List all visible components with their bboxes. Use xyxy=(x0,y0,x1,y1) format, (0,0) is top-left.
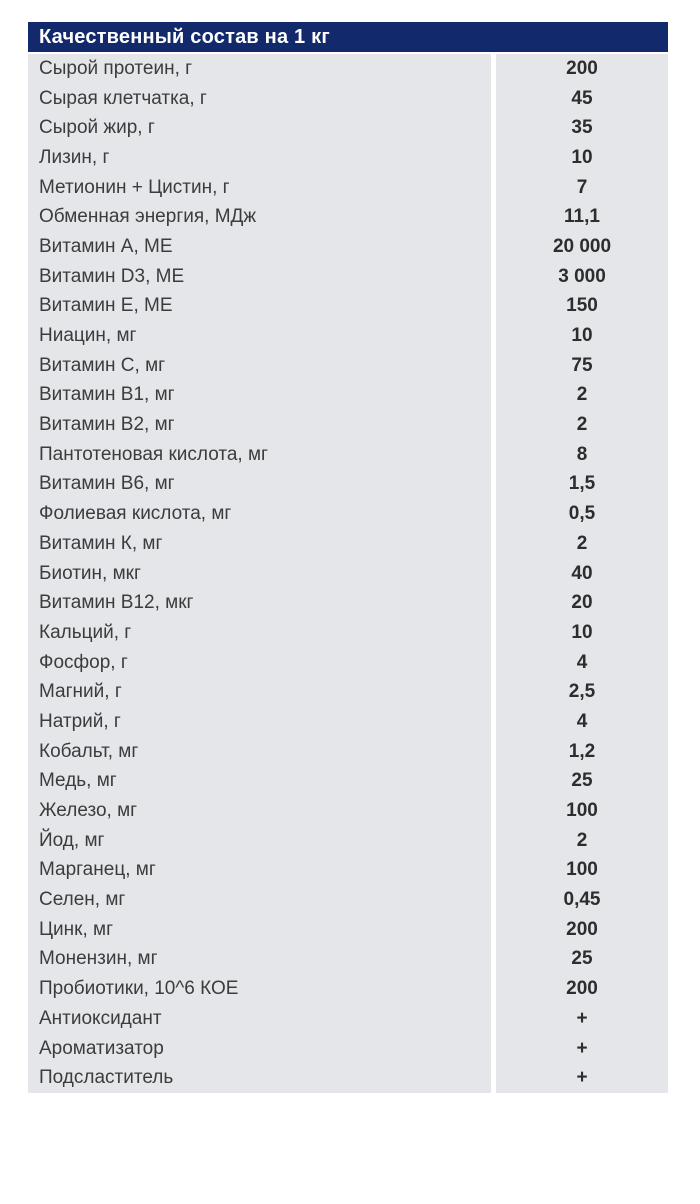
row-value: 200 xyxy=(496,974,668,1004)
row-label: Витамин В2, мг xyxy=(28,410,491,440)
table-row xyxy=(28,915,668,945)
table-row xyxy=(28,143,668,173)
table-row xyxy=(28,826,668,856)
row-value: 100 xyxy=(496,856,668,886)
table-row xyxy=(28,292,668,322)
row-value: 10 xyxy=(496,143,668,173)
table-row xyxy=(28,321,668,351)
table-row xyxy=(28,1004,668,1034)
table-row xyxy=(28,588,668,618)
row-value: 40 xyxy=(496,559,668,589)
row-value: + xyxy=(496,1034,668,1064)
row-label: Натрий, г xyxy=(28,707,491,737)
row-value: 4 xyxy=(496,707,668,737)
row-label: Пантотеновая кислота, мг xyxy=(28,440,491,470)
row-label: Витамин Е, МЕ xyxy=(28,292,491,322)
row-label: Сырой протеин, г xyxy=(28,54,491,84)
row-label: Марганец, мг xyxy=(28,856,491,886)
row-label: Обменная энергия, МДж xyxy=(28,202,491,232)
table-row xyxy=(28,84,668,114)
row-label: Фосфор, г xyxy=(28,648,491,678)
row-value: 1,5 xyxy=(496,470,668,500)
row-label: Антиоксидант xyxy=(28,1004,491,1034)
row-label: Витамин С, мг xyxy=(28,351,491,381)
row-value: + xyxy=(496,1063,668,1093)
row-value: 0,45 xyxy=(496,885,668,915)
row-value: 100 xyxy=(496,796,668,826)
row-value: 11,1 xyxy=(496,202,668,232)
row-value: 2,5 xyxy=(496,677,668,707)
table-row xyxy=(28,677,668,707)
table-row xyxy=(28,262,668,292)
row-label: Ниацин, мг xyxy=(28,321,491,351)
table-row xyxy=(28,885,668,915)
row-label: Метионин + Цистин, г xyxy=(28,173,491,203)
row-label: Фолиевая кислота, мг xyxy=(28,499,491,529)
table-header xyxy=(28,22,668,52)
row-label: Магний, г xyxy=(28,677,491,707)
table-row xyxy=(28,707,668,737)
row-value: 20 xyxy=(496,588,668,618)
row-label: Витамин А, МЕ xyxy=(28,232,491,262)
row-label: Витамин D3, МЕ xyxy=(28,262,491,292)
row-value: + xyxy=(496,1004,668,1034)
row-value: 4 xyxy=(496,648,668,678)
table-row xyxy=(28,351,668,381)
table-row xyxy=(28,559,668,589)
row-label: Биотин, мкг xyxy=(28,559,491,589)
table-row xyxy=(28,737,668,767)
row-value: 3 000 xyxy=(496,262,668,292)
row-label: Сырой жир, г xyxy=(28,113,491,143)
row-label: Селен, мг xyxy=(28,885,491,915)
table-row xyxy=(28,54,668,84)
row-label: Кобальт, мг xyxy=(28,737,491,767)
row-value: 200 xyxy=(496,54,668,84)
row-label: Йод, мг xyxy=(28,826,491,856)
row-value: 7 xyxy=(496,173,668,203)
row-label: Железо, мг xyxy=(28,796,491,826)
row-value: 8 xyxy=(496,440,668,470)
table-row xyxy=(28,856,668,886)
table-body xyxy=(28,54,668,1093)
composition-table xyxy=(28,22,668,1093)
row-label: Кальций, г xyxy=(28,618,491,648)
table-row xyxy=(28,381,668,411)
row-value: 75 xyxy=(496,351,668,381)
row-value: 20 000 xyxy=(496,232,668,262)
row-value: 2 xyxy=(496,381,668,411)
row-value: 200 xyxy=(496,915,668,945)
row-label: Лизин, г xyxy=(28,143,491,173)
row-label: Витамин В1, мг xyxy=(28,381,491,411)
row-value: 1,2 xyxy=(496,737,668,767)
row-value: 35 xyxy=(496,113,668,143)
row-value: 2 xyxy=(496,529,668,559)
row-value: 150 xyxy=(496,292,668,322)
table-row xyxy=(28,173,668,203)
row-label: Сырая клетчатка, г xyxy=(28,84,491,114)
row-value: 2 xyxy=(496,826,668,856)
table-row xyxy=(28,529,668,559)
table-row xyxy=(28,202,668,232)
row-label: Витамин В6, мг xyxy=(28,470,491,500)
table-row xyxy=(28,618,668,648)
table-row xyxy=(28,1034,668,1064)
row-value: 25 xyxy=(496,767,668,797)
row-value: 0,5 xyxy=(496,499,668,529)
table-row xyxy=(28,410,668,440)
row-value: 25 xyxy=(496,945,668,975)
table-title: Качественный состав на 1 кг xyxy=(39,25,330,48)
table-row xyxy=(28,499,668,529)
row-label: Цинк, мг xyxy=(28,915,491,945)
row-value: 45 xyxy=(496,84,668,114)
row-label: Пробиотики, 10^6 КОЕ xyxy=(28,974,491,1004)
row-value: 10 xyxy=(496,618,668,648)
row-label: Витамин К, мг xyxy=(28,529,491,559)
table-row xyxy=(28,1063,668,1093)
row-label: Медь, мг xyxy=(28,767,491,797)
row-label: Подсластитель xyxy=(28,1063,491,1093)
table-row xyxy=(28,232,668,262)
row-value: 2 xyxy=(496,410,668,440)
row-label: Монензин, мг xyxy=(28,945,491,975)
table-row xyxy=(28,440,668,470)
table-row xyxy=(28,796,668,826)
table-row xyxy=(28,648,668,678)
table-row xyxy=(28,113,668,143)
table-row xyxy=(28,974,668,1004)
row-label: Ароматизатор xyxy=(28,1034,491,1064)
table-row xyxy=(28,470,668,500)
row-value: 10 xyxy=(496,321,668,351)
table-row xyxy=(28,945,668,975)
table-row xyxy=(28,767,668,797)
row-label: Витамин В12, мкг xyxy=(28,588,491,618)
